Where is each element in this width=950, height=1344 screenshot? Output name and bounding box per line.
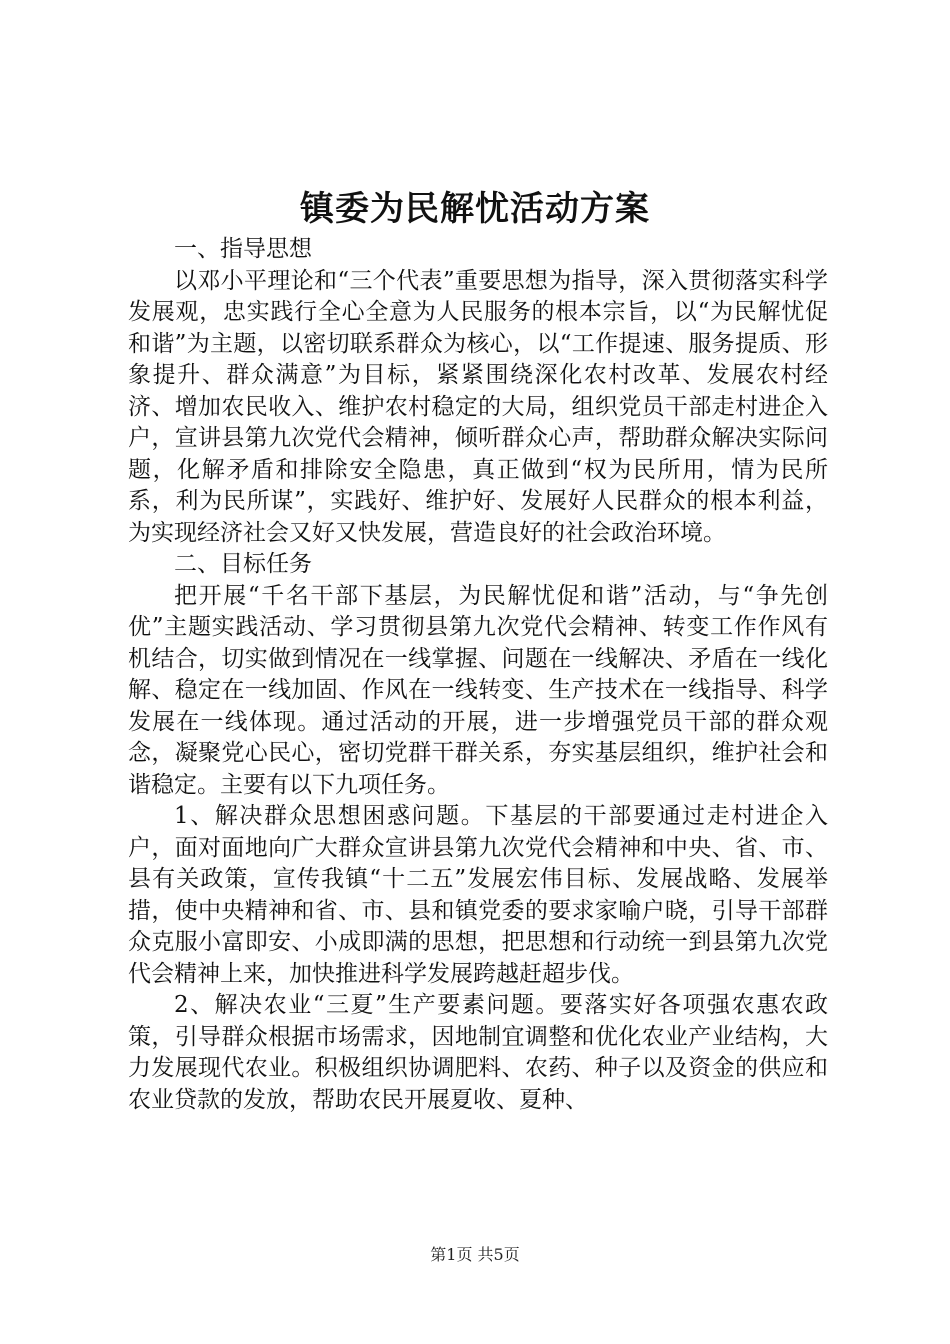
paragraph-goals-tasks: 把开展“千名干部下基层，为民解忧促和谐”活动，与“争先创优”主题实践活动、学习贯彻县第九次党代会精神、转变工作作风有机结合，切实做到情况在一线掌握、问题在一线解决、矛盾在一线化解、稳定在一线加固、作风在一线转变、生产技术在一线指导、科学发展在一线体现。通过活动的开展，进一步增强党员干部的群众观念，凝聚党心民心，密切党群干群关系，夯实基层组织，维护社会和谐稳定。主要有以下九项任务。 <box>128 582 828 798</box>
section-heading-guiding-ideology: 一、指导思想 <box>174 236 312 262</box>
document-title: 镇委为民解忧活动方案 <box>300 189 650 229</box>
paragraph-task-2: 2、解决农业“三夏”生产要素问题。要落实好各项强农惠农政策，引导群众根据市场需求，因地制宜调整和优化农业产业结构，大力发展现代农业。积极组织协调肥料、农药、种子以及资金的供应和农业贷款的发放，帮助农民开展夏收、夏种、 <box>128 992 828 1113</box>
page-footer: 第1页 共5页 <box>430 1245 520 1264</box>
section-heading-goals-tasks: 二、目标任务 <box>174 551 312 577</box>
document-body <box>128 234 828 1116</box>
paragraph-guiding-ideology: 以邓小平理论和“三个代表”重要思想为指导，深入贯彻落实科学发展观，忠实践行全心全意为人民服务的根本宗旨，以“为民解忧促和谐”为主题，以密切联系群众为核心，以“工作提速、服务提质、形象提升、群众满意”为目标，紧紧围绕深化农村改革、发展农村经济、增加农民收入、维护农村稳定的大局，组织党员干部走村进企入户，宣讲县第九次党代会精神，倾听群众心声，帮助群众解决实际问题，化解矛盾和排除安全隐患，真正做到“权为民所用，情为民所系，利为民所谋”，实践好、维护好、发展好人民群众的根本利益，为实现经济社会又好又快发展，营造良好的社会政治环境。 <box>128 267 828 546</box>
paragraph-task-1: 1、解决群众思想困惑问题。下基层的干部要通过走村进企入户，面对面地向广大群众宣讲县第九次党代会精神和中央、省、市、县有关政策，宣传我镇“十二五”发展宏伟目标、发展战略、发展举措，使中央精神和省、市、县和镇党委的要求家喻户晓，引导干部群众克服小富即安、小成即满的思想，把思想和行动统一到县第九次党代会精神上来，加快推进科学发展跨越赶超步伐。 <box>128 803 828 987</box>
